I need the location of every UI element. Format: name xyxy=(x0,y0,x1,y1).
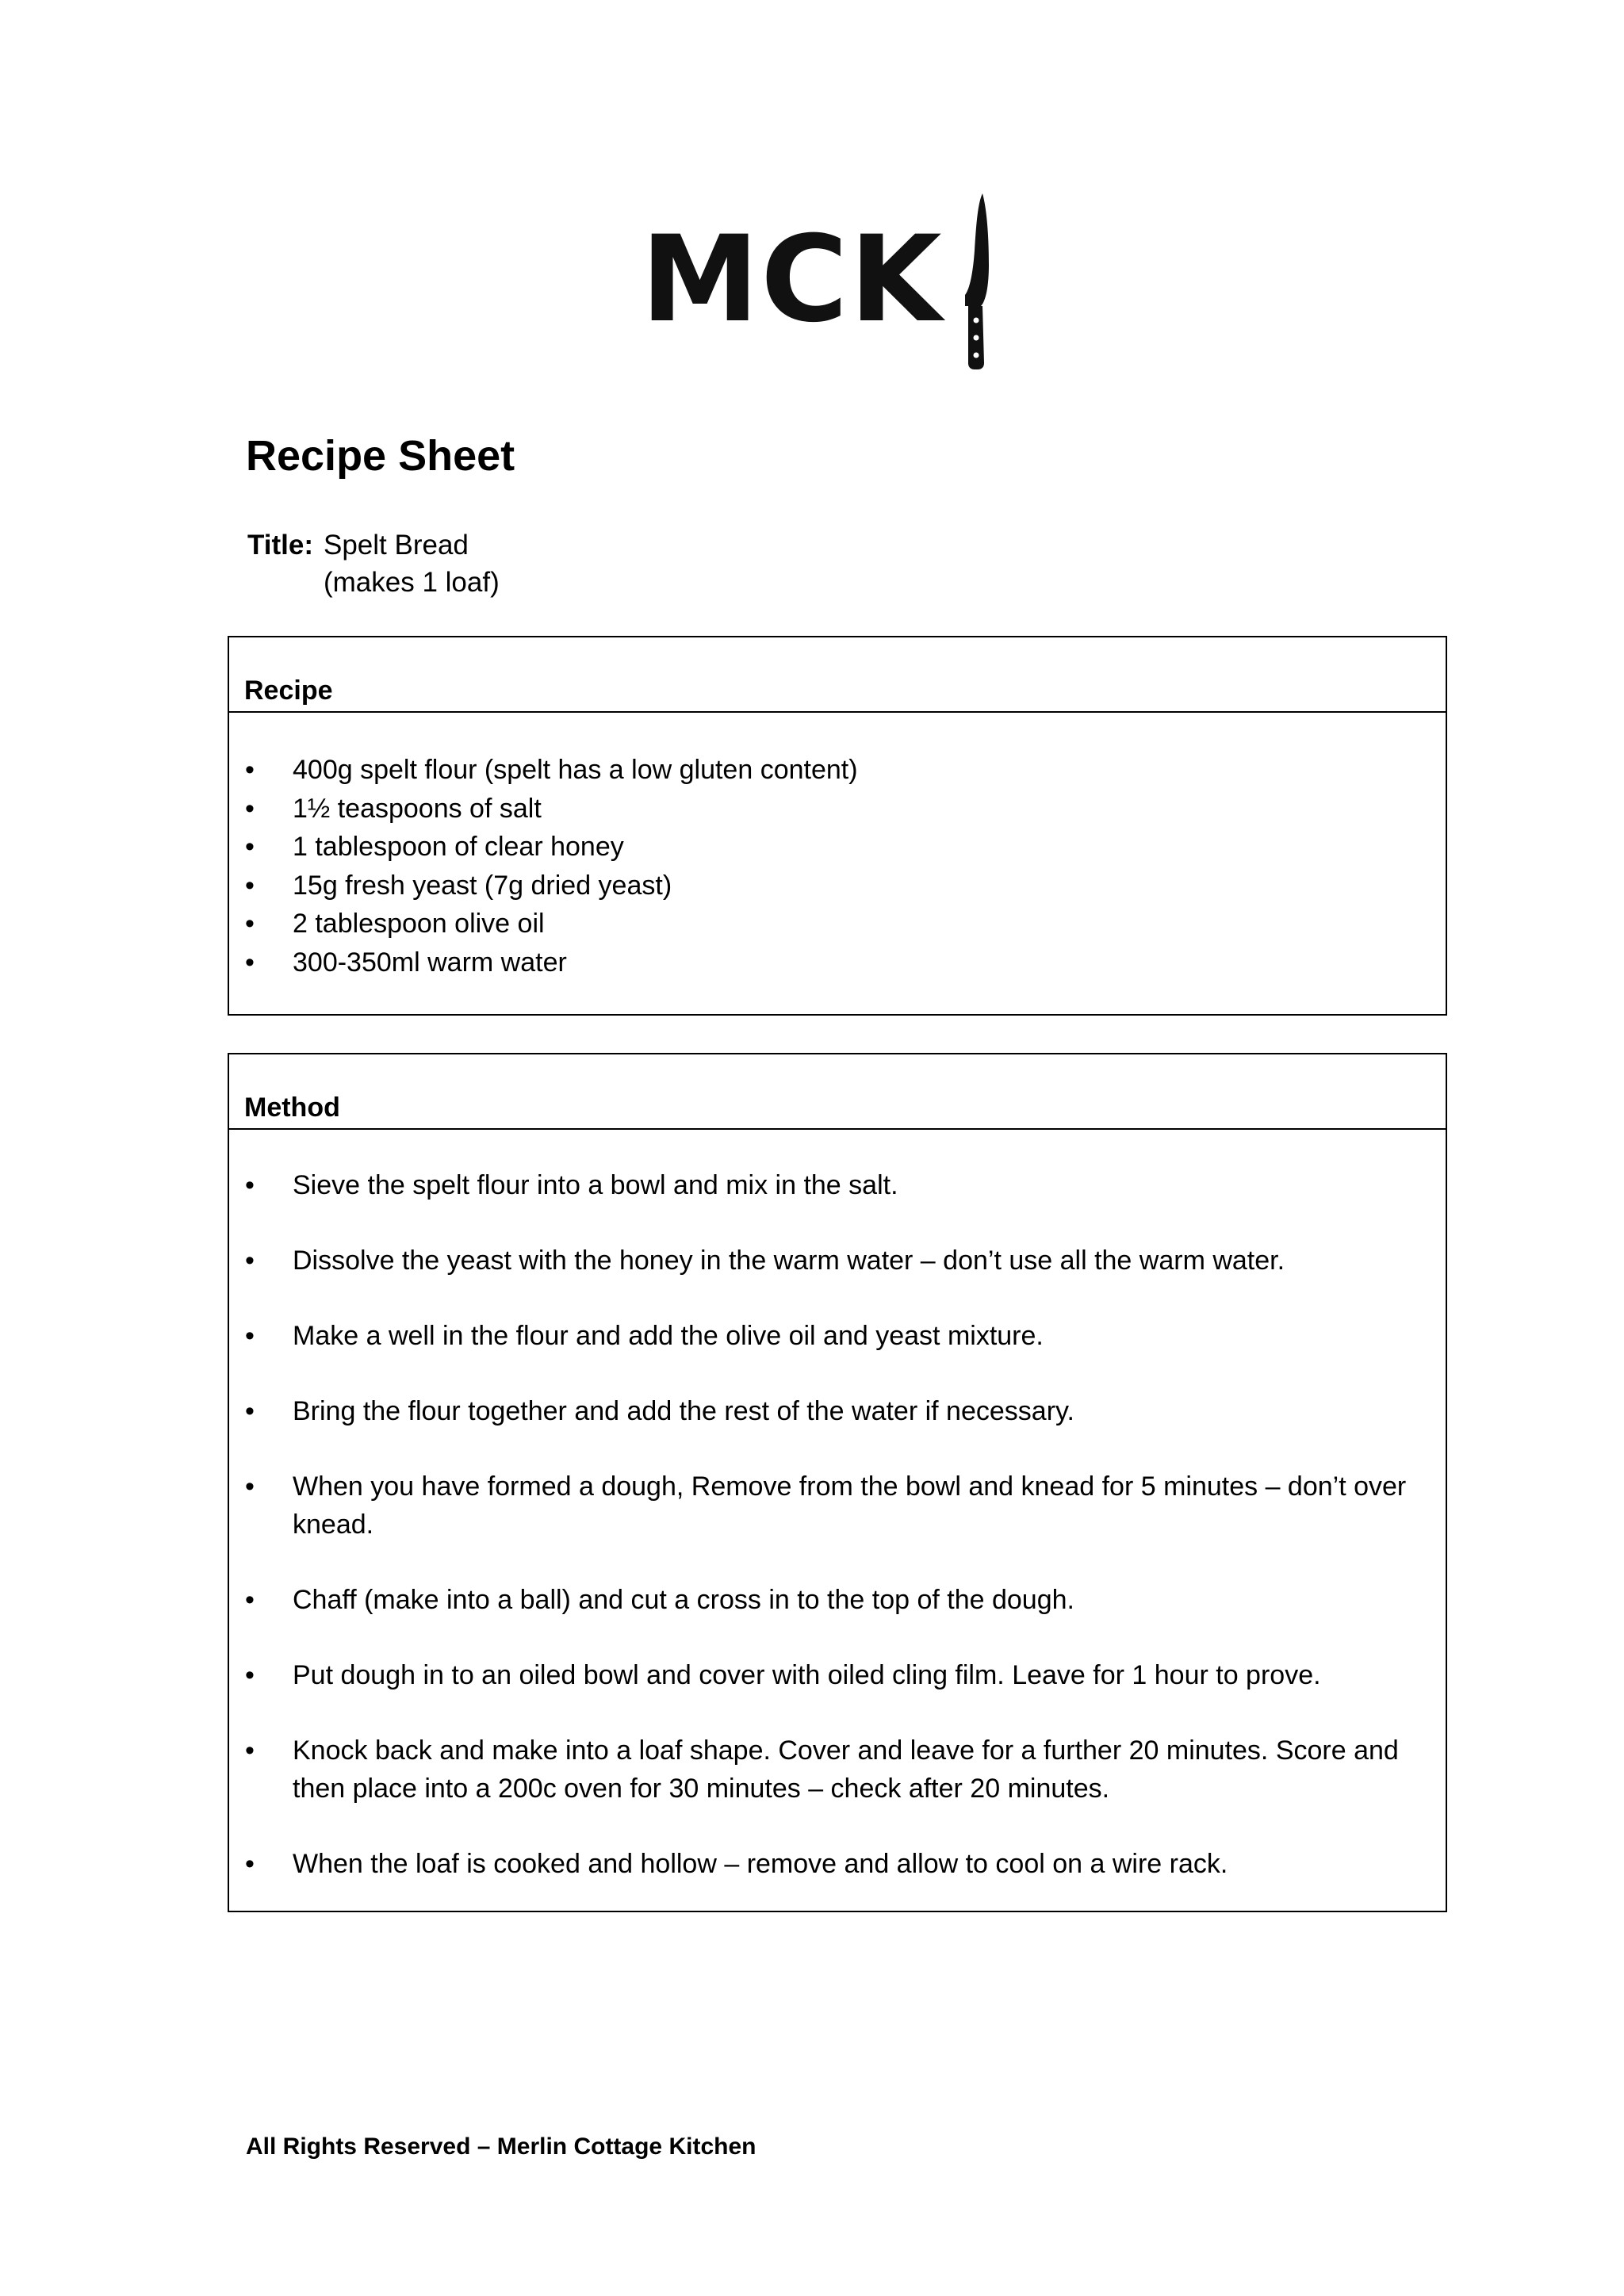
copyright-footer: All Rights Reserved – Merlin Cottage Kitchen xyxy=(246,2133,756,2160)
bullet: • xyxy=(245,793,255,824)
ingredients-heading: Recipe xyxy=(244,675,333,706)
ingredients-box xyxy=(228,636,1447,1016)
bullet: • xyxy=(245,1735,255,1766)
list-item xyxy=(229,905,1446,943)
list-item xyxy=(229,1317,1446,1355)
list-item xyxy=(229,867,1446,905)
ingredient-text: 300-350ml warm water xyxy=(293,947,567,978)
method-step-text: Chaff (make into a ball) and cut a cross in to the top of the dough. xyxy=(293,1585,1074,1615)
page-title: Recipe Sheet xyxy=(246,432,515,480)
method-step-text: When you have formed a dough, Remove from the bowl and knead for 5 minutes – don’t over knead. xyxy=(293,1471,1407,1540)
knife-icon xyxy=(954,193,994,369)
ingredient-text: 1½ teaspoons of salt xyxy=(293,793,542,824)
bullet: • xyxy=(245,947,255,978)
list-item xyxy=(229,751,1446,790)
bullet: • xyxy=(245,870,255,901)
mck-logo xyxy=(641,193,1005,369)
title-label: Title: xyxy=(247,530,313,561)
ingredient-text: 400g spelt flour (spelt has a low gluten content) xyxy=(293,755,858,785)
list-item xyxy=(229,943,1446,982)
bullet: • xyxy=(245,832,255,862)
ingredient-text: 2 tablespoon olive oil xyxy=(293,909,545,939)
bullet: • xyxy=(245,755,255,785)
method-header xyxy=(229,1054,1446,1130)
list-item xyxy=(229,1581,1446,1619)
list-item xyxy=(229,1732,1446,1808)
bullet: • xyxy=(245,909,255,939)
recipe-yield: (makes 1 loaf) xyxy=(324,567,500,598)
method-step-text: Put dough in to an oiled bowl and cover with oiled cling film. Leave for 1 hour to prove. xyxy=(293,1660,1321,1690)
method-step-text: Sieve the spelt flour into a bowl and mix in the salt. xyxy=(293,1170,898,1200)
ingredient-text: 1 tablespoon of clear honey xyxy=(293,832,624,862)
list-item xyxy=(229,1166,1446,1204)
method-heading: Method xyxy=(244,1093,340,1123)
ingredients-list xyxy=(229,751,1446,982)
list-item xyxy=(229,1656,1446,1694)
bullet: • xyxy=(245,1585,255,1615)
method-step-text: Bring the flour together and add the rest of the water if necessary. xyxy=(293,1396,1074,1426)
bullet: • xyxy=(245,1660,255,1690)
list-item xyxy=(229,1392,1446,1430)
method-step-text: Knock back and make into a loaf shape. Cover and leave for a further 20 minutes. Score and then place into a 200c oven for 30 minutes – check after 20 minutes. xyxy=(293,1735,1399,1804)
logo-text: MCK xyxy=(641,211,944,349)
method-step-text: When the loaf is cooked and hollow – remove and allow to cool on a wire rack. xyxy=(293,1849,1228,1879)
bullet: • xyxy=(245,1849,255,1879)
recipe-title: Spelt Bread xyxy=(324,530,469,561)
bullet: • xyxy=(245,1396,255,1426)
ingredient-text: 15g fresh yeast (7g dried yeast) xyxy=(293,870,672,901)
bullet: • xyxy=(245,1471,255,1502)
method-step-text: Dissolve the yeast with the honey in the warm water – don’t use all the warm water. xyxy=(293,1246,1285,1276)
recipe-title-block xyxy=(247,526,500,601)
list-item xyxy=(229,1845,1446,1883)
method-box xyxy=(228,1053,1447,1912)
bullet: • xyxy=(245,1170,255,1200)
bullet: • xyxy=(245,1321,255,1351)
method-step-text: Make a well in the flour and add the olive oil and yeast mixture. xyxy=(293,1321,1044,1351)
ingredients-header xyxy=(229,637,1446,713)
list-item xyxy=(229,1242,1446,1280)
list-item xyxy=(229,1468,1446,1544)
bullet: • xyxy=(245,1246,255,1276)
method-steps-list xyxy=(229,1166,1446,1920)
list-item xyxy=(229,790,1446,828)
list-item xyxy=(229,828,1446,867)
